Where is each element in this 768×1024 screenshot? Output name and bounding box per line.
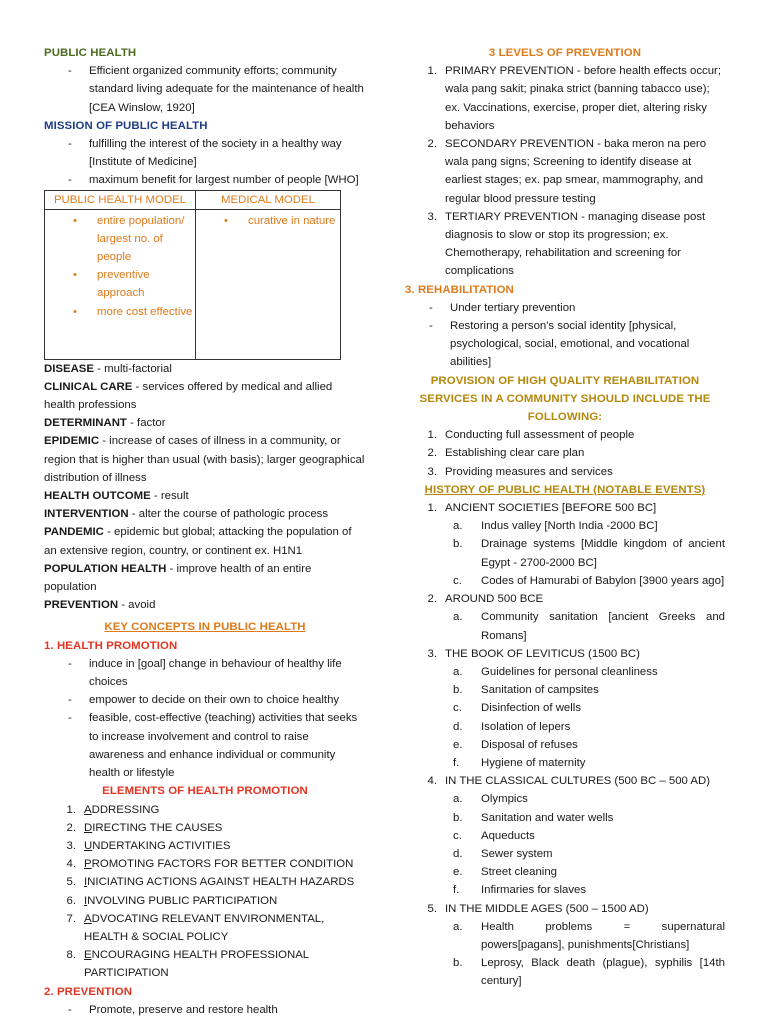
list-item: d. Isolation of lepers (453, 720, 571, 733)
provision-heading: PROVISION OF HIGH QUALITY REHABILITATION SERVICES IN A COMMUNITY SHOULD INCLUDE THE FOLLOWING: (419, 374, 711, 424)
list-item: • more cost effective (73, 303, 195, 321)
medical-model-cell (196, 209, 341, 359)
rehabilitation-heading: 3. REHABILITATION (405, 283, 514, 296)
list-item: • entire population/ largest no. of people (73, 212, 195, 267)
term-intervention: INTERVENTION - alter the course of pathologic process (44, 508, 329, 521)
list-item: a. Indus valley [North India -2000 BC] (453, 520, 658, 533)
list-item: 6. INVOLVING PUBLIC PARTICIPATION (66, 894, 278, 907)
rehab-item: - Restoring a person's social identity [physical, psychological, social, emotional, and vocational abilities] (405, 317, 725, 372)
term-epidemic: EPIDEMIC - increase of cases of illness in a community, or region that is higher than usual (with basis); larger geographical distribution of illness (44, 435, 365, 484)
prevention-heading: 2. PREVENTION (44, 985, 133, 998)
list-item: • curative in nature (224, 212, 340, 230)
list-item: f. Infirmaries for slaves (453, 884, 587, 897)
list-item: 1. PRIMARY PREVENTION - before health effects occur; wala pang sakit; pinaka strict (banning tabacco use); ex. Vaccinations, exercise, proper diet, altering risky behaviors (427, 65, 722, 132)
list-item: b. Leprosy, Black death (plague), syphilis [14th century] (453, 957, 725, 988)
list-item: 1. Conducting full assessment of people (427, 429, 635, 442)
model-comparison-table (44, 190, 341, 360)
list-item: a. Olympics (453, 793, 528, 806)
term-population-health: POPULATION HEALTH - improve health of an entire population (44, 562, 312, 594)
levels-heading: 3 LEVELS OF PREVENTION (488, 47, 642, 59)
list-item: e. Disposal of refuses (453, 738, 578, 751)
list-item: 5. INICIATING ACTIONS AGAINST HEALTH HAZARDS (66, 876, 355, 889)
list-item: c. Aqueducts (453, 829, 535, 842)
list-item: f. Hygiene of maternity (453, 756, 586, 769)
list-item: 2. SECONDARY PREVENTION - baka meron na pero wala pang signs; Screening to identify disease at earliest stages; ex. pap smear, mammography, and regular blood pressure testing (427, 138, 707, 205)
public-health-definition: - Efficient organized community efforts; community standard living adequate for the maintenance of health [CEA Winslow, 1920] (44, 62, 366, 117)
history-heading: HISTORY OF PUBLIC HEALTH (NOTABLE EVENTS) (424, 483, 706, 496)
term-determinant: DETERMINANT - factor (44, 417, 166, 430)
list-item: e. Street cleaning (453, 866, 557, 879)
list-item: a. Health problems = supernatural powers[pagans], punishments[Christians] (453, 920, 725, 951)
list-item: c. Codes of Hamurabi of Babylon [3900 years ago] (453, 574, 725, 587)
list-item: 2. Establishing clear care plan (427, 447, 585, 460)
term-disease: DISEASE - multi-factorial (44, 362, 172, 375)
list-item: 4. PROMOTING FACTORS FOR BETTER CONDITION (66, 858, 354, 871)
health-promotion-item: - feasible, cost-effective (teaching) activities that seeks to increase involvement and control to raise awareness and enhance individual or community health or lifestyle (44, 709, 366, 782)
list-item: 7. ADVOCATING RELEVANT ENVIRONMENTAL, HEALTH & SOCIAL POLICY (66, 912, 325, 943)
list-item: 2. AROUND 500 BCE (427, 593, 544, 606)
list-item: b. Drainage systems [Middle kingdom of ancient Egypt - 2700-2000 BC] (453, 538, 725, 569)
list-item: 2. DIRECTING THE CAUSES (66, 821, 223, 834)
left-column (44, 44, 366, 1019)
list-item: c. Disinfection of wells (453, 702, 582, 715)
health-promotion-item: - induce in [goal] change in behaviour of healthy life choices (44, 655, 366, 691)
list-item: 8. ENCOURAGING HEALTH PROFESSIONAL PARTICIPATION (66, 949, 309, 980)
health-promotion-item: - empower to decide on their own to choice healthy (44, 691, 366, 709)
prevention-item: - Promote, preserve and restore health (44, 1001, 366, 1019)
list-item: a. Community sanitation [ancient Greeks and Romans] (453, 611, 725, 642)
list-item: d. Sewer system (453, 847, 553, 860)
right-column (405, 44, 725, 991)
term-pandemic: PANDEMIC - epidemic but global; attacking the population of an extensive region, country, or continent ex. H1N1 (44, 526, 352, 557)
term-clinical-care: CLINICAL CARE - services offered by medical and allied health professions (44, 380, 333, 412)
list-item: 5. IN THE MIDDLE AGES (500 – 1500 AD) (427, 902, 649, 915)
list-item: 3. THE BOOK OF LEVITICUS (1500 BC) (427, 647, 640, 660)
list-item: 3. Providing measures and services (427, 465, 613, 478)
list-item: b. Sanitation of campsites (453, 684, 599, 697)
public-health-model-cell (45, 209, 196, 359)
list-item: • preventive approach (73, 266, 195, 302)
list-item: 3. UNDERTAKING ACTIVITIES (66, 839, 231, 852)
list-item: 4. IN THE CLASSICAL CULTURES (500 BC – 500 AD) (427, 775, 711, 788)
list-item: b. Sanitation and water wells (453, 811, 614, 824)
health-promotion-heading: 1. HEALTH PROMOTION (44, 639, 178, 652)
mission-heading: MISSION OF PUBLIC HEALTH (44, 119, 208, 132)
term-health-outcome: HEALTH OUTCOME - result (44, 490, 189, 503)
mission-item: - maximum benefit for largest number of people [WHO] (44, 171, 366, 189)
public-health-heading: PUBLIC HEALTH (44, 47, 137, 59)
list-item: a. Guidelines for personal cleanliness (453, 665, 658, 678)
key-concepts-heading: KEY CONCEPTS IN PUBLIC HEALTH (104, 621, 306, 634)
elements-heading: ELEMENTS OF HEALTH PROMOTION (102, 785, 308, 798)
rehab-item: - Under tertiary prevention (405, 299, 725, 317)
list-item: 1. ANCIENT SOCIETIES [BEFORE 500 BC] (427, 502, 657, 515)
list-item: 1. ADDRESSING (66, 803, 160, 816)
mission-item: - fulfilling the interest of the society in a healthy way [Institute of Medicine] (44, 135, 366, 171)
term-prevention: PREVENTION - avoid (44, 599, 156, 612)
table-header-public-health-model: PUBLIC HEALTH MODEL (45, 190, 196, 209)
table-header-medical-model: MEDICAL MODEL (196, 190, 341, 209)
list-item: 3. TERTIARY PREVENTION - managing disease post diagnosis to slow or stop its progression; ex. Chemotherapy, rehabilitation and screening for complications (427, 210, 706, 278)
